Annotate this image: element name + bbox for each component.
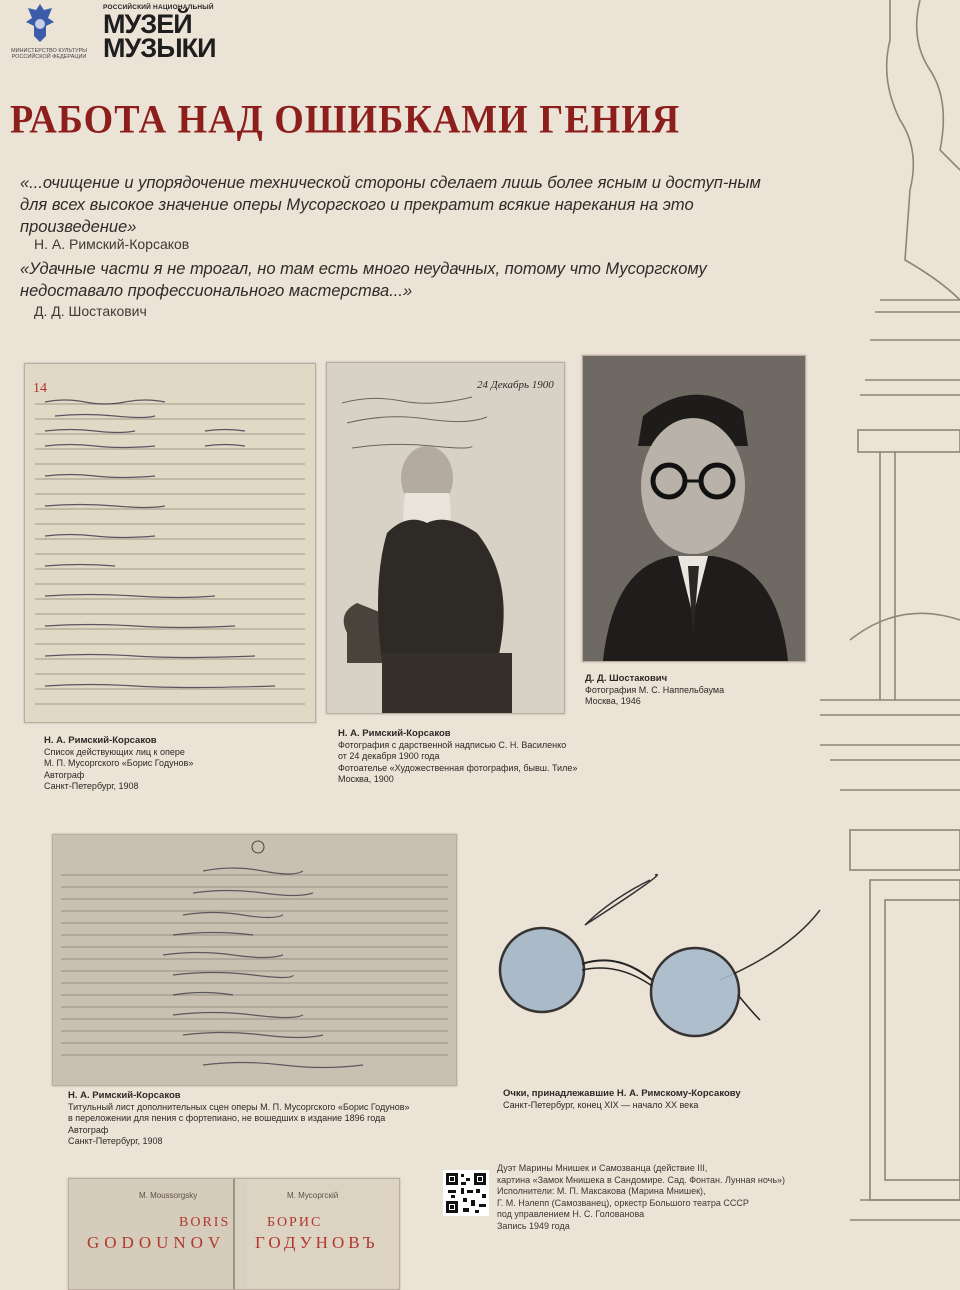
exhibit-line: Санкт-Петербург, 1908 <box>68 1136 163 1146</box>
cover-left <box>69 1179 235 1289</box>
audio-line: картина «Замок Мнишека в Сандомире. Сад. Фонтан. Лунная ночь») <box>497 1174 786 1185</box>
audio-line: под управлением Н. С. Голованова <box>497 1209 645 1219</box>
exhibit-line: Автограф <box>44 769 85 780</box>
score-covers-image <box>68 1178 400 1290</box>
quote-author: Д. Д. Шостакович <box>34 303 147 319</box>
cover-title-line2: GODOUNOV <box>87 1233 226 1252</box>
cover-title-line1: BORIS <box>179 1215 231 1230</box>
cover-right <box>247 1179 399 1289</box>
exhibit-line: Автограф <box>68 1124 109 1135</box>
ministry-logo <box>6 0 86 70</box>
audio-line: Дуэт Марины Мнишек и Самозванца (действие III, <box>497 1163 708 1173</box>
manuscript-image <box>52 834 457 1086</box>
spectacles-icon <box>490 870 830 1060</box>
exhibit-line: Москва, 1946 <box>585 696 641 706</box>
exhibit-line: М. П. Мусоргского «Борис Годунов» <box>44 758 194 768</box>
audio-line: Исполнители: М. П. Максакова (Марина Мнишек), <box>497 1186 706 1196</box>
cover-author: М. Мусоргскій <box>287 1191 339 1200</box>
qr-code-icon <box>443 1170 489 1216</box>
title-page-lines-icon <box>53 835 456 1085</box>
ministry-name: МИНИСТЕРСТВО КУЛЬТУРЫ РОССИЙСКОЙ ФЕДЕРАЦИИ <box>11 48 87 60</box>
exhibit-line: Титульный лист дополнительных сцен оперы М. П. Мусоргского «Борис Годунов» <box>68 1101 410 1112</box>
exhibit-line: Список действующих лиц к опере <box>44 746 185 757</box>
museum-logo-line1: МУЗЕЙ <box>103 9 192 39</box>
exhibit-caption <box>44 735 314 793</box>
exhibit-caption <box>338 728 588 786</box>
page-title: РАБОТА НАД ОШИБКАМИ ГЕНИЯ <box>10 97 681 143</box>
exhibit-caption <box>503 1088 803 1111</box>
svg-text:14: 14 <box>33 381 47 396</box>
eagle-emblem-icon <box>24 2 56 44</box>
museum-subtitle: РОССИЙСКИЙ НАЦИОНАЛЬНЫЙ <box>103 4 214 11</box>
exhibit-line: от 24 декабря 1900 года <box>338 751 440 761</box>
exhibit-line: Санкт-Петербург, 1908 <box>44 781 139 791</box>
exhibit-name: Д. Д. Шостакович <box>585 673 668 684</box>
quote-author: Н. А. Римский-Корсаков <box>34 236 190 252</box>
manuscript-lines-icon <box>25 364 315 722</box>
portrait-shostakovich-icon <box>583 356 805 661</box>
exhibit-line: в переложении для пения с фортепиано, не вошедших в издание 1896 года <box>68 1113 386 1123</box>
exhibit-line: Фотоателье «Художественная фотография, бывш. Тиле» <box>338 762 578 773</box>
exhibit-name: Н. А. Римский-Корсаков <box>44 735 157 746</box>
exhibit-caption <box>68 1090 468 1148</box>
audio-line: Г. М. Нэлепп (Самозванец), оркестр Большого театра СССР <box>497 1197 749 1208</box>
cover-author: M. Moussorgsky <box>139 1191 198 1200</box>
exhibit-line: Санкт-Петербург, конец XIX — начало XX века <box>503 1099 699 1110</box>
exhibit-line: Фотография с дарственной надписью С. Н. Василенко <box>338 739 567 750</box>
cover-title-line2: ГОДУНОВЪ <box>255 1233 379 1252</box>
exhibit-caption <box>585 673 805 708</box>
exhibit-line: Москва, 1900 <box>338 774 394 784</box>
exhibit-name: Н. А. Римский-Корсаков <box>68 1090 181 1101</box>
exhibit-name: Очки, принадлежавшие Н. А. Римскому-Корсакову <box>503 1088 741 1099</box>
audio-caption <box>497 1163 817 1232</box>
museum-logo <box>103 9 216 63</box>
photo-inscription: 24 Декабрь 1900 <box>477 379 554 391</box>
portrait-photo <box>326 362 565 714</box>
exhibit-name: Н. А. Римский-Корсаков <box>338 728 451 739</box>
portrait-rimsky-korsakov-icon <box>327 363 564 713</box>
quote-text: «...очищение и упорядочение технической стороны сделает лишь более ясным и доступ-ным для всех высокое значение оперы Мусоргского и прекратит всякие нарекания на это произведение» <box>20 174 761 236</box>
audio-line: Запись 1949 года <box>497 1220 570 1231</box>
decorative-column-drawing <box>820 0 960 1280</box>
manuscript-image <box>24 363 316 723</box>
quote-text: «Удачные части я не трогал, но там есть много неудачных, потому что Мусоргскому недоставало профессионального мастерства...» <box>20 260 707 300</box>
exhibit-line: Фотография М. С. Наппельбаума <box>585 684 725 695</box>
cover-title-line1: БОРИС <box>267 1215 323 1230</box>
museum-logo-line2: МУЗЫКИ <box>103 33 216 63</box>
portrait-photo <box>582 355 806 662</box>
qr-code[interactable] <box>443 1170 489 1216</box>
